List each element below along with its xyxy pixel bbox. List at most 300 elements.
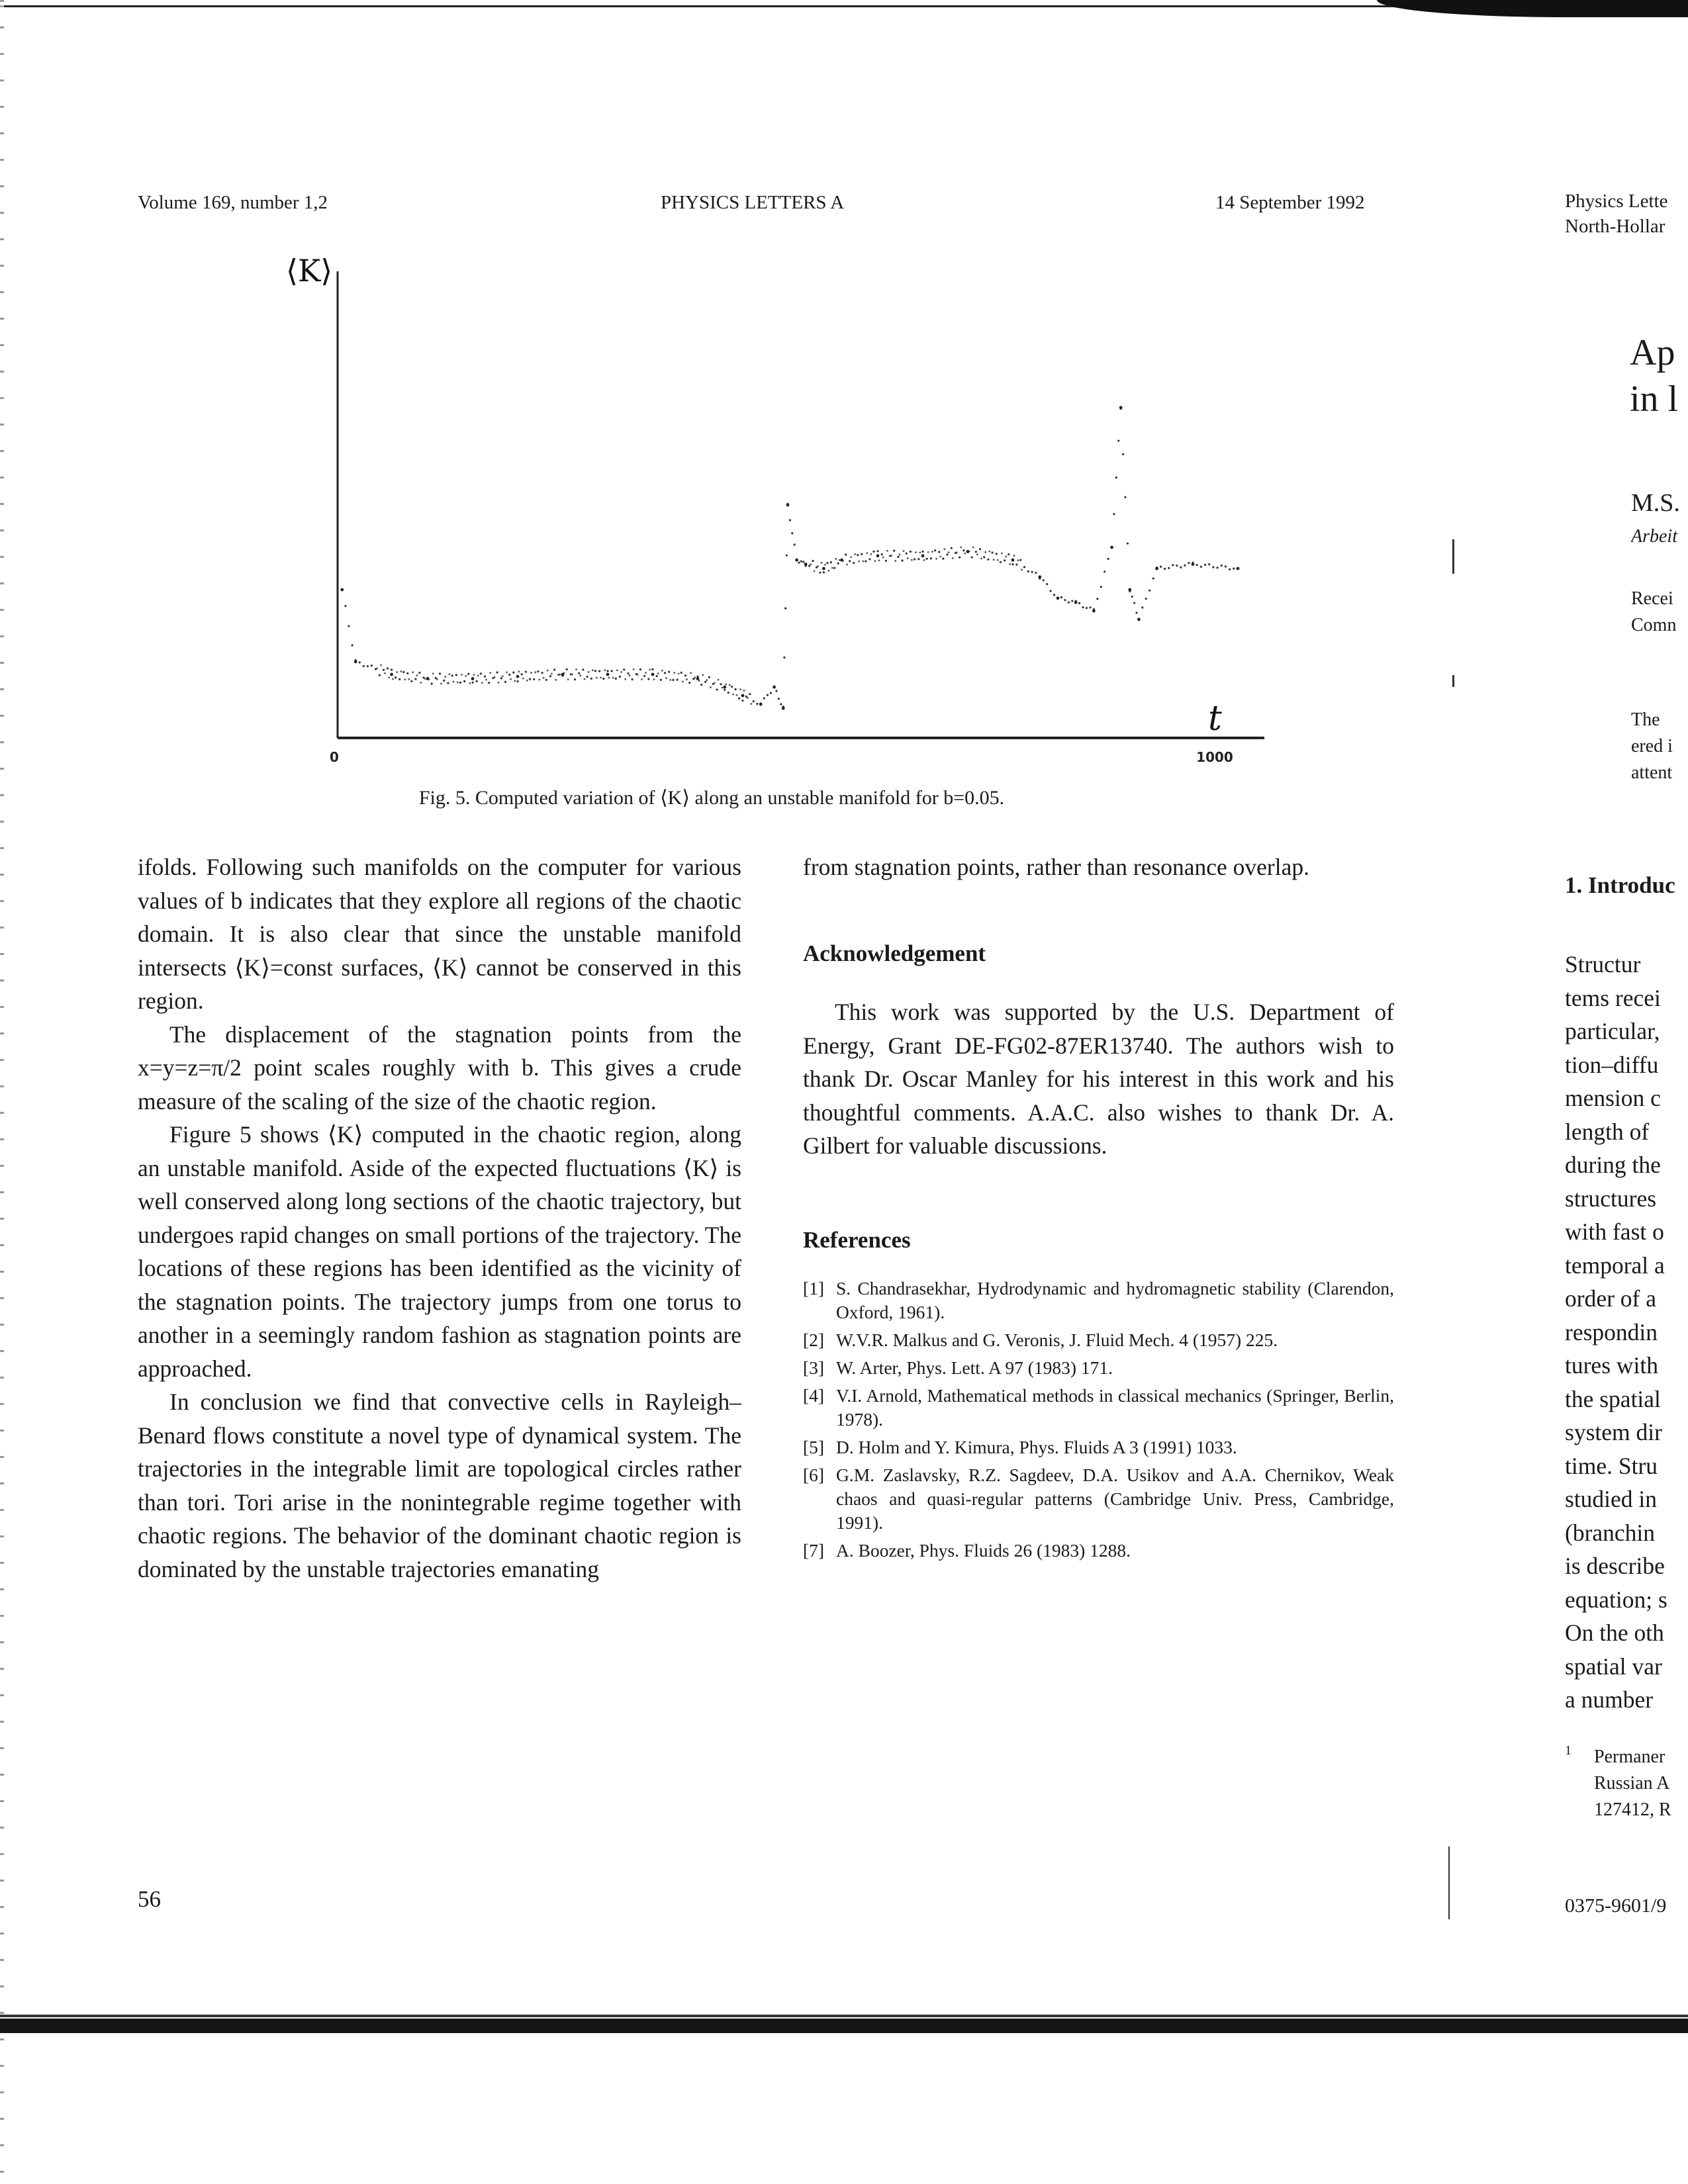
data-point <box>921 554 925 557</box>
data-point <box>530 672 532 674</box>
data-point <box>736 694 738 696</box>
data-point <box>1078 602 1080 604</box>
data-point <box>1212 566 1214 568</box>
data-point <box>819 572 821 574</box>
data-point <box>1019 559 1021 561</box>
body-line: length of <box>1565 1118 1650 1145</box>
reference-text: A. Boozer, Phys. Fluids 26 (1983) 1288. <box>836 1540 1131 1561</box>
data-point <box>817 565 819 567</box>
data-point <box>388 676 390 678</box>
figure-5-chart <box>278 251 1271 768</box>
footnote-lines <box>1565 1744 1688 1823</box>
data-point <box>962 549 964 551</box>
data-point <box>414 678 416 680</box>
data-point <box>526 680 528 682</box>
data-point <box>951 547 953 549</box>
data-point <box>976 553 978 555</box>
data-point <box>926 558 928 560</box>
data-point <box>858 561 860 563</box>
data-point <box>770 692 772 694</box>
data-point <box>849 560 851 562</box>
data-point <box>376 667 378 669</box>
data-point <box>551 673 553 675</box>
data-point <box>668 671 670 673</box>
data-point <box>1135 612 1137 614</box>
data-point <box>991 551 993 553</box>
data-point <box>872 551 874 553</box>
data-point <box>686 678 688 680</box>
data-point <box>1119 406 1123 409</box>
data-point <box>1172 564 1174 566</box>
data-point <box>835 558 837 560</box>
data-point <box>1100 586 1102 588</box>
data-point <box>738 698 740 700</box>
data-point <box>447 682 449 684</box>
data-point <box>868 558 870 560</box>
data-point <box>348 625 350 627</box>
data-point <box>420 682 422 684</box>
data-point <box>1000 561 1002 563</box>
data-point <box>823 571 825 573</box>
next-page-issn: 0375-9601/9 <box>1565 1895 1667 1917</box>
data-point <box>1068 602 1070 604</box>
data-point <box>467 673 469 675</box>
data-point <box>786 555 788 557</box>
data-point <box>653 678 655 680</box>
data-point <box>645 672 647 674</box>
data-point <box>522 678 524 680</box>
body-line: system dir <box>1565 1419 1662 1445</box>
data-point <box>1013 555 1015 557</box>
body-line: equation; s <box>1565 1586 1667 1613</box>
body-line: structures <box>1565 1185 1657 1212</box>
data-point <box>812 560 814 562</box>
reference-text: W.V.R. Malkus and G. Veronis, J. Fluid Mech. 4 (1957) 225. <box>836 1330 1278 1350</box>
next-page-footnote <box>1565 1744 1688 1823</box>
data-point <box>716 688 718 690</box>
data-point <box>431 682 433 684</box>
data-point <box>804 563 808 566</box>
data-point <box>821 562 823 564</box>
data-point <box>756 703 758 705</box>
data-point <box>939 556 941 558</box>
data-point <box>934 549 936 551</box>
data-point <box>1050 590 1052 592</box>
data-point <box>706 679 708 681</box>
data-point <box>786 504 790 507</box>
data-point <box>1225 565 1227 567</box>
data-point <box>893 550 895 552</box>
data-point <box>539 679 541 681</box>
data-point <box>894 560 896 562</box>
reference-text: V.I. Arnold, Mathematical methods in classical mechanics (Springer, Berlin, 1978). <box>836 1385 1394 1430</box>
gutter-mark <box>1452 539 1454 574</box>
data-point <box>831 567 833 569</box>
data-point <box>845 554 847 556</box>
data-point <box>984 551 986 553</box>
data-point <box>665 677 667 679</box>
data-point <box>477 674 479 676</box>
body-line: particular, <box>1565 1018 1660 1044</box>
data-point <box>739 688 741 690</box>
data-point <box>1011 559 1015 562</box>
next-page-publisher: North-Hollar <box>1565 216 1665 237</box>
data-point <box>1009 563 1011 565</box>
data-point <box>1005 555 1007 557</box>
data-point <box>612 677 614 679</box>
data-point <box>944 548 946 550</box>
data-point <box>623 668 625 670</box>
data-point <box>952 557 954 559</box>
data-point <box>857 554 859 556</box>
data-point <box>404 678 406 680</box>
data-point <box>826 562 828 564</box>
data-point <box>1027 570 1029 572</box>
next-page-affiliation: Arbeit <box>1631 525 1677 547</box>
data-point <box>1160 566 1162 568</box>
data-point <box>946 553 948 555</box>
data-point <box>724 689 726 691</box>
header-journal: PHYSICS LETTERS A <box>661 192 845 213</box>
data-point <box>810 563 812 565</box>
data-point <box>696 677 700 680</box>
data-point <box>481 682 483 684</box>
data-point <box>496 671 498 673</box>
data-point <box>485 679 487 681</box>
data-point <box>459 682 461 684</box>
body-line: tures with <box>1565 1352 1658 1379</box>
figure-caption: Fig. 5. Computed variation of ⟨K⟩ along an unstable manifold for b=0.05. <box>418 787 1005 809</box>
reference-text: S. Chandrasekhar, Hydrodynamic and hydromagnetic stability (Clarendon, Oxford, 1961). <box>836 1278 1394 1322</box>
x-tick-label: 0 <box>330 749 339 765</box>
data-point <box>993 559 995 561</box>
data-point <box>598 670 600 672</box>
data-point <box>942 558 944 560</box>
data-point <box>586 676 588 678</box>
scan-top-shadow <box>1377 0 1688 17</box>
data-point <box>436 678 438 680</box>
data-point <box>391 668 393 670</box>
data-point <box>854 553 856 555</box>
body-line: tems recei <box>1565 984 1661 1011</box>
data-point <box>824 564 826 566</box>
data-point <box>753 700 755 702</box>
data-point <box>1082 606 1084 608</box>
data-point <box>1164 568 1166 570</box>
data-point <box>714 682 716 684</box>
data-point <box>789 519 791 521</box>
data-point <box>549 675 551 677</box>
data-point <box>1060 596 1062 598</box>
data-point <box>948 551 950 553</box>
data-point <box>608 677 610 679</box>
data-point <box>476 680 478 682</box>
data-point <box>1229 569 1231 570</box>
reference-number: [5] <box>803 1437 825 1457</box>
data-point <box>660 679 662 681</box>
next-page-received-line: Recei <box>1631 588 1673 609</box>
data-point <box>455 674 457 676</box>
data-point <box>747 697 749 699</box>
data-point <box>651 673 655 676</box>
data-point <box>406 672 408 674</box>
body-line: tion–diffu <box>1565 1051 1659 1078</box>
data-point <box>600 676 602 678</box>
data-point <box>910 551 912 553</box>
data-point <box>1168 567 1170 569</box>
data-point <box>853 562 855 564</box>
next-page-communicated-line: Comn <box>1631 615 1677 635</box>
data-point <box>903 550 905 552</box>
data-point <box>465 675 467 677</box>
data-point <box>514 680 516 682</box>
data-point <box>923 559 925 561</box>
body-line: order of a <box>1565 1285 1656 1312</box>
data-point <box>800 560 802 562</box>
data-point <box>537 670 539 672</box>
data-point <box>344 605 346 607</box>
data-point <box>1122 453 1124 455</box>
header-date: 14 September 1992 <box>1215 192 1365 213</box>
next-page-header <box>1565 189 1688 239</box>
data-point <box>741 700 743 702</box>
data-point <box>1038 575 1041 578</box>
data-point <box>878 559 880 561</box>
data-point <box>1086 607 1088 609</box>
data-point <box>579 674 581 676</box>
data-point <box>1127 542 1129 544</box>
data-point <box>794 543 796 545</box>
footnote-line: 127412, R <box>1594 1799 1671 1820</box>
data-point <box>620 671 622 673</box>
scan-bottom-line <box>0 2015 1688 2017</box>
data-point <box>1216 567 1218 569</box>
data-point <box>566 668 568 670</box>
data-point <box>471 682 473 684</box>
data-point <box>340 588 344 592</box>
data-point <box>480 672 482 674</box>
data-point <box>400 670 402 672</box>
reference-number: [1] <box>803 1278 825 1298</box>
data-point <box>395 676 397 678</box>
data-point <box>773 686 776 689</box>
data-point <box>633 668 635 670</box>
data-point <box>451 674 453 676</box>
data-point <box>729 684 731 686</box>
data-point <box>1021 569 1023 570</box>
data-point <box>516 675 520 678</box>
data-point <box>723 686 726 689</box>
data-point <box>371 664 373 666</box>
data-point <box>911 559 913 561</box>
abstract-line: The <box>1631 709 1660 730</box>
data-point <box>1008 553 1009 555</box>
reference-number: [4] <box>803 1385 825 1406</box>
data-point <box>440 682 442 684</box>
left-paragraph-4: In conclusion we find that convective cells in Rayleigh–Benard flows constitute a novel type of dynamical system. The trajectories in the integrable limit are topological circles rather than tori. Tori arise in the nonintegrable regime together with chaotic regions. The behavior of the dominant chaotic region is dominated by the unstable trajectories emanating <box>138 1388 741 1582</box>
data-point <box>1103 570 1105 572</box>
data-point <box>367 665 369 667</box>
references-heading: References <box>803 1226 911 1253</box>
data-point <box>379 674 381 676</box>
data-point <box>469 682 471 684</box>
data-point <box>592 669 594 671</box>
header-volume: Volume 169, number 1,2 <box>138 192 328 213</box>
data-point <box>553 668 555 670</box>
data-point <box>919 551 921 553</box>
data-point <box>783 657 785 659</box>
data-point <box>484 675 486 677</box>
data-point <box>518 670 520 672</box>
body-line: Structur <box>1565 951 1641 978</box>
data-point <box>996 553 998 555</box>
data-point <box>802 561 804 563</box>
data-point <box>897 556 899 558</box>
data-point <box>541 672 543 674</box>
data-point <box>784 608 786 610</box>
body-line: studied in <box>1565 1486 1658 1512</box>
data-point <box>956 551 958 553</box>
body-line: On the oth <box>1565 1619 1664 1646</box>
right-column <box>803 850 1394 1567</box>
data-point <box>725 684 727 686</box>
data-point <box>656 675 658 677</box>
data-point <box>1237 567 1240 570</box>
data-point <box>759 702 763 705</box>
data-point <box>502 675 504 677</box>
data-point <box>412 671 414 673</box>
data-point <box>1221 565 1223 567</box>
data-point <box>1089 606 1091 608</box>
data-point <box>1128 588 1131 592</box>
data-point <box>1145 598 1147 600</box>
data-point <box>574 678 576 680</box>
data-point <box>380 664 382 666</box>
data-point <box>876 554 880 557</box>
left-paragraph-3: Figure 5 shows ⟨K⟩ computed in the chaotic region, along an unstable manifold. Aside of the expected fluctuations ⟨K⟩ is well conserved along long sections of the chaotic trajectory, but undergoes rapid changes on small portions of the trajectory. The locations of these regions has been identified as the vicinity of the stagnation points. The trajectory jumps from one torus to another in a seemingly random fashion as stagnation points are approached. <box>138 1121 741 1382</box>
right-paragraph-1: from stagnation points, rather than resonance overlap. <box>803 854 1309 880</box>
data-point <box>449 673 451 675</box>
footnote-line: Permaner <box>1594 1747 1665 1767</box>
data-point <box>575 668 577 670</box>
data-point <box>1011 563 1013 565</box>
data-point <box>1107 558 1109 560</box>
data-point <box>627 672 629 674</box>
data-point <box>494 676 496 678</box>
data-point <box>463 680 465 682</box>
data-point <box>710 686 712 688</box>
acknowledgement-text: This work was supported by the U.S. Department of Energy, Grant DE-FG02-87ER13740. The authors wish to thank Dr. Oscar Manley for his interest in this work and his thoughtful comments. A.A.C. also wishes to thank Dr. A. Gilbert for valuable discussions. <box>803 999 1394 1159</box>
data-point <box>567 678 569 680</box>
data-point <box>840 559 843 562</box>
footnote-mark: 1 <box>1565 1744 1571 1758</box>
data-point <box>827 570 829 572</box>
data-point <box>594 670 596 672</box>
data-point <box>906 553 908 555</box>
data-point <box>870 553 872 555</box>
data-point <box>408 678 410 680</box>
data-point <box>1074 601 1078 604</box>
data-point <box>1176 565 1178 567</box>
data-point <box>886 550 888 552</box>
reference-number: [3] <box>803 1357 825 1378</box>
data-point <box>694 676 696 678</box>
data-point <box>1001 553 1003 555</box>
data-point <box>987 559 989 561</box>
data-point <box>899 554 901 556</box>
body-line: a number <box>1565 1686 1654 1713</box>
data-point <box>471 677 475 680</box>
data-point <box>1092 610 1096 613</box>
data-point <box>935 558 937 560</box>
reference-item <box>803 1356 1394 1380</box>
data-point <box>966 550 970 553</box>
data-point <box>672 679 674 681</box>
reference-item <box>803 1539 1394 1563</box>
references-list <box>803 1277 1394 1563</box>
data-point <box>972 547 974 549</box>
data-point <box>1141 606 1143 608</box>
data-point <box>700 684 702 686</box>
data-point <box>1117 439 1119 441</box>
left-paragraph-1: ifolds. Following such manifolds on the computer for various values of b indicates that they explore all regions of the chaotic domain. It is also clear that since the unstable manifold intersects ⟨K⟩=const surfaces, ⟨K⟩ cannot be conserved in this region. <box>138 854 741 1014</box>
scan-left-edge <box>0 0 4 2184</box>
data-point <box>866 552 868 554</box>
data-point <box>1131 596 1133 598</box>
data-point <box>457 682 459 684</box>
data-point <box>833 567 835 569</box>
data-point <box>352 644 353 646</box>
data-point <box>795 559 798 562</box>
data-point <box>964 553 966 555</box>
body-line: time. Stru <box>1565 1452 1658 1479</box>
data-point <box>1023 566 1025 568</box>
data-point <box>602 678 604 680</box>
data-point <box>682 680 684 682</box>
next-page-received <box>1631 586 1688 639</box>
next-page-title-line-1: Ap <box>1630 332 1675 373</box>
data-point <box>1071 600 1073 602</box>
data-point <box>651 668 653 670</box>
data-point <box>814 570 816 572</box>
data-point <box>669 679 671 681</box>
data-point <box>850 556 852 558</box>
abstract-line: attent <box>1631 762 1673 783</box>
reference-item <box>803 1277 1394 1324</box>
x-tick-label: 1000 <box>1196 749 1233 765</box>
data-point <box>698 680 700 682</box>
left-paragraph-2: The displacement of the stagnation points from the x=y=z=π/2 point scales roughly with b. This gives a crude measure of the scaling of the size of the chaotic region. <box>138 1021 741 1115</box>
data-point <box>616 669 618 671</box>
data-point <box>938 551 940 553</box>
data-point <box>590 678 592 680</box>
data-point <box>743 690 745 692</box>
data-point <box>529 678 531 680</box>
data-point <box>1056 596 1060 600</box>
data-point <box>387 667 389 669</box>
data-point <box>521 673 523 675</box>
data-point <box>637 674 639 676</box>
data-point <box>555 679 557 681</box>
data-point <box>641 678 643 680</box>
data-point <box>732 694 734 696</box>
data-point <box>619 676 621 678</box>
data-point <box>1137 617 1141 621</box>
data-point <box>561 673 565 676</box>
data-point <box>1064 599 1066 601</box>
data-point <box>741 694 745 698</box>
next-page-journal: Physics Lette <box>1565 191 1668 212</box>
